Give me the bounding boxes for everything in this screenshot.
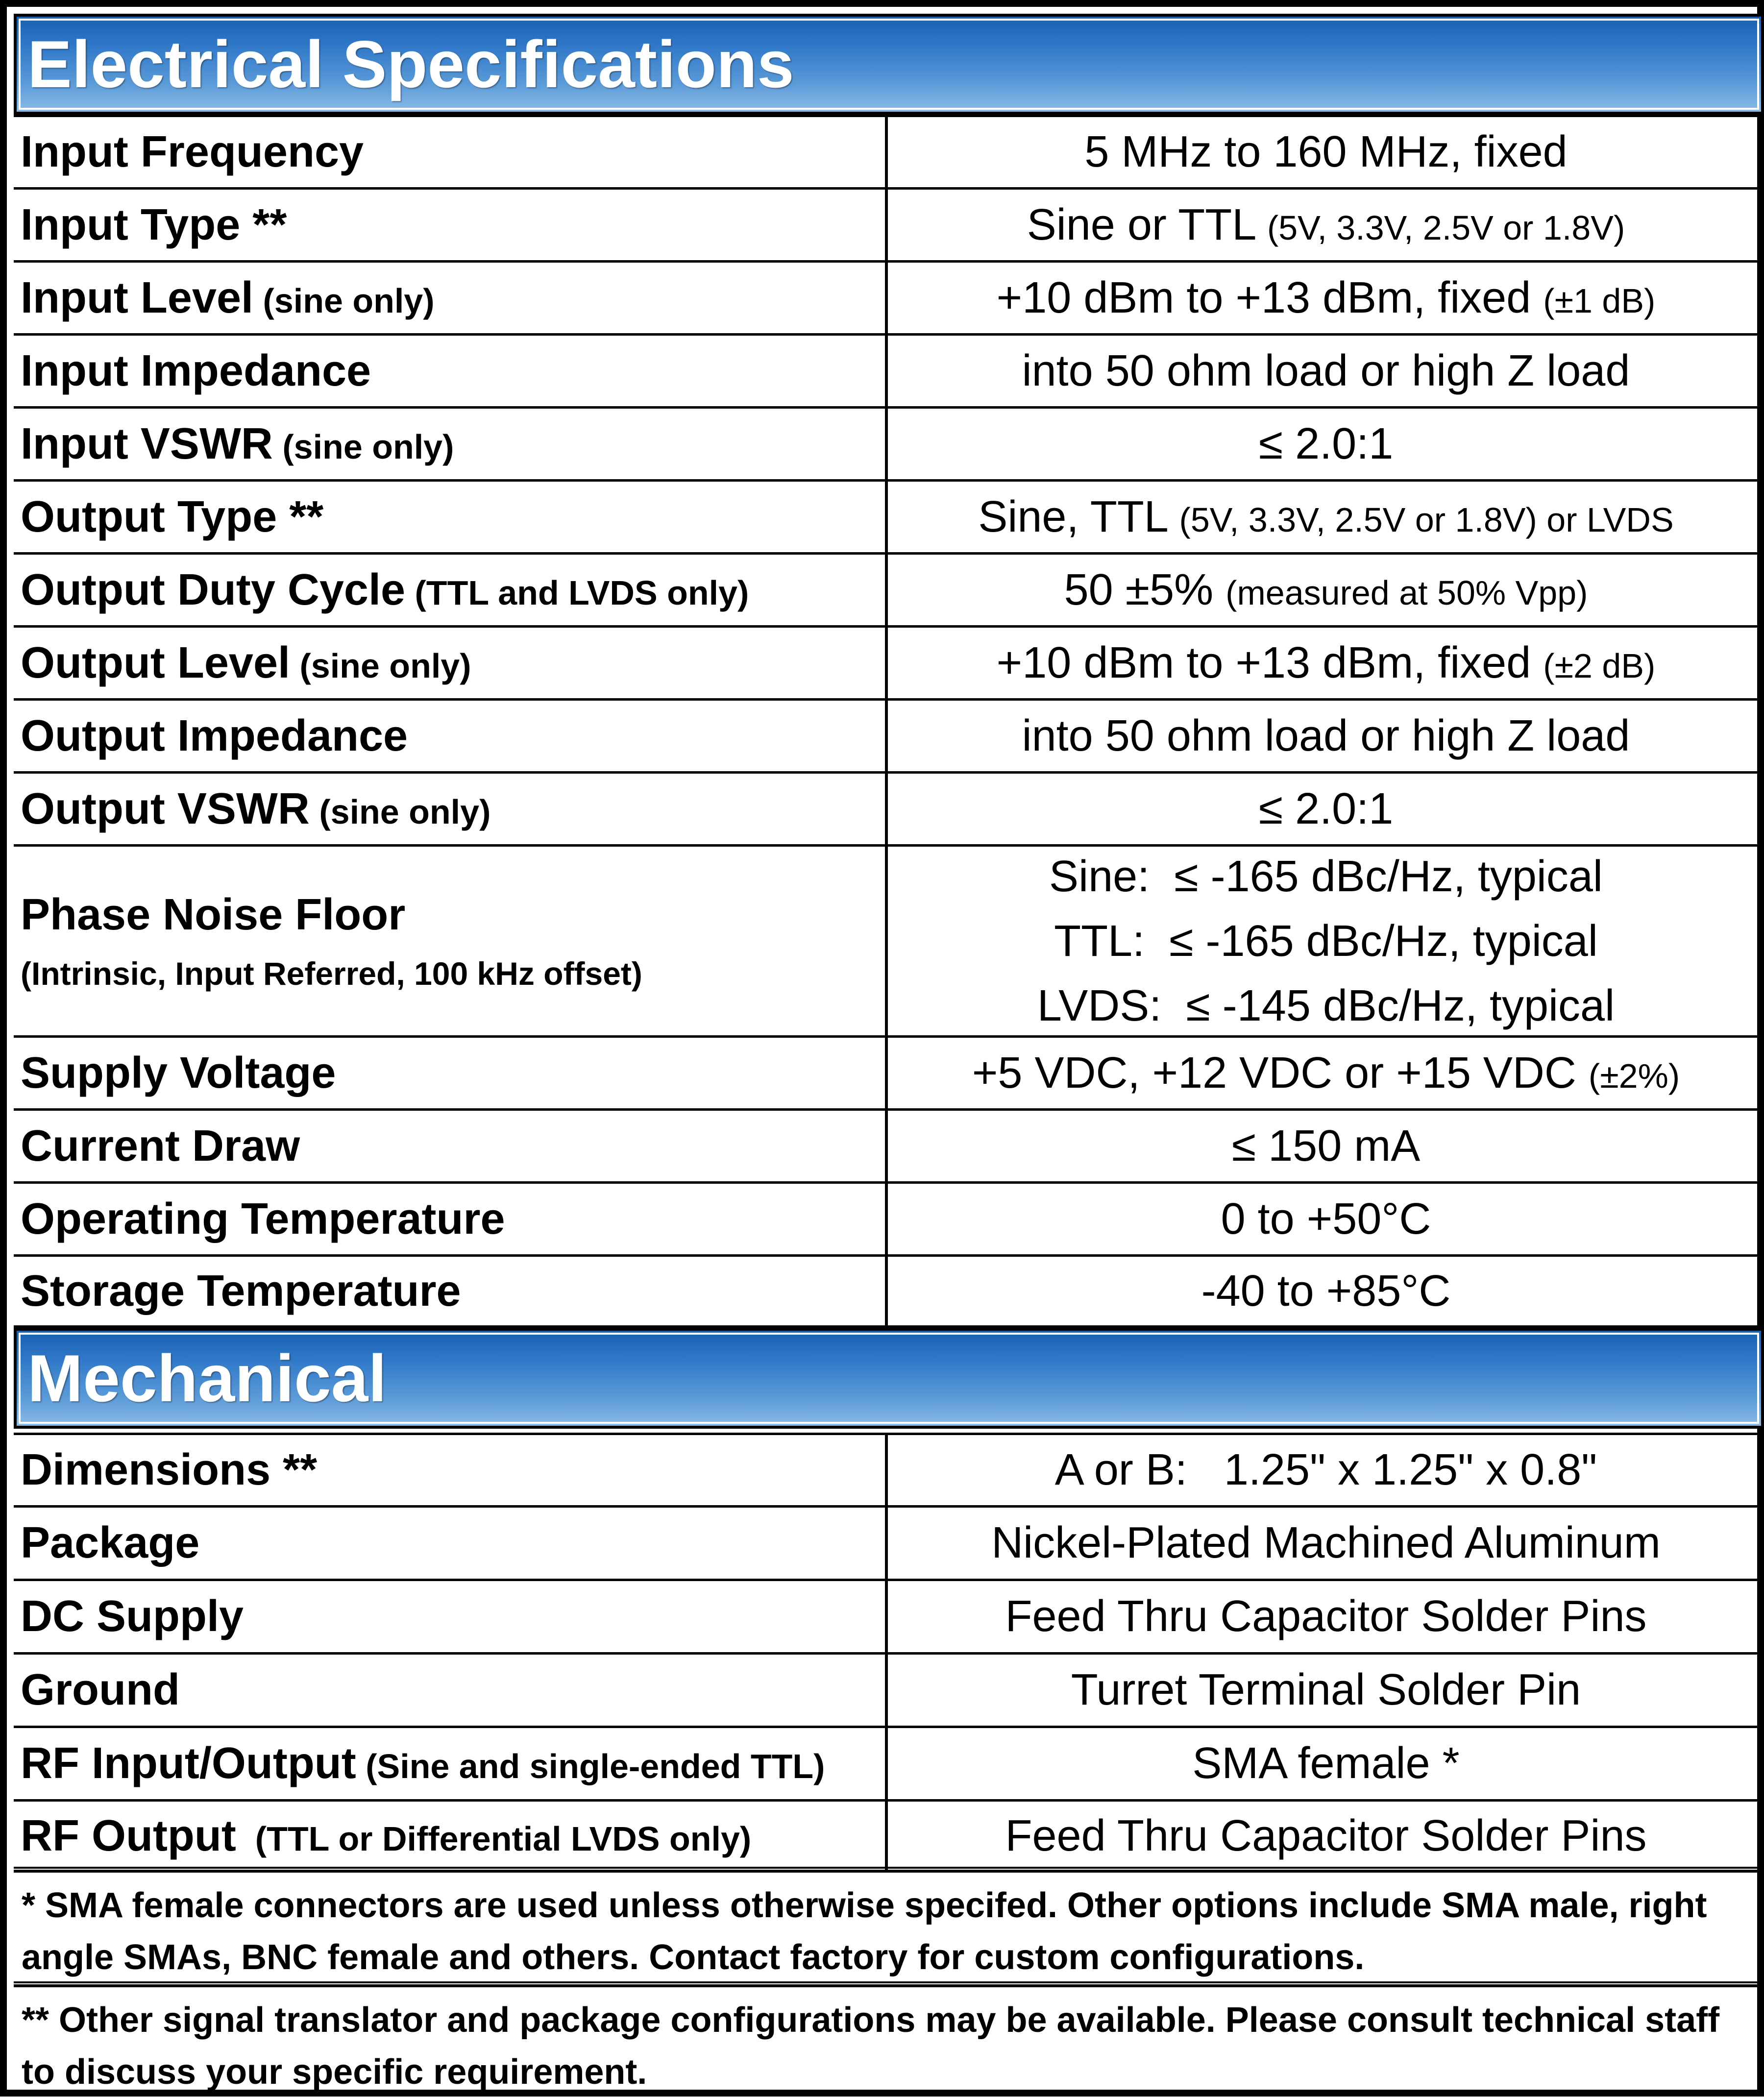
row-label-note: (Sine and single-ended TTL) [356,1747,825,1785]
row-value-note: (±1 dB) [1543,281,1656,320]
table-row [14,771,1764,844]
row-label-suffix: ** [277,492,324,541]
row-value: ≤ 2.0:1 [1258,784,1394,833]
row-label: Ground [21,1665,180,1714]
row-label-suffix: ** [240,200,287,249]
electrical-title: Electrical Specifications [27,27,794,101]
row-value: +10 dBm to +13 dBm, fixed [996,273,1544,322]
table-row [14,1108,1764,1181]
table-row [14,1035,1764,1108]
table-row [14,187,1764,260]
mechanical-title: Mechanical [27,1341,387,1415]
table-row [14,1433,1764,1505]
row-label: Storage Temperature [21,1266,461,1316]
table-row [14,1652,1764,1726]
row-value-note: (measured at 50% Vpp) [1225,573,1588,612]
row-value: into 50 ohm load or high Z load [1022,346,1630,395]
mechanical-header [14,1328,1764,1429]
row-label: Output Type [21,492,277,541]
row-value: 50 ±5% [1064,565,1226,614]
row-label-note: (sine only) [272,427,454,466]
row-value: 0 to +50°C [1221,1194,1431,1244]
footnote-config-text: ** Other signal translator and package configurations may be available. Please consult technical staff to discuss your specific requirement. [22,2000,1720,2092]
row-label-suffix: ** [270,1445,318,1494]
row-label: Supply Voltage [21,1048,336,1098]
footnote-sma-text: * SMA female connectors are used unless otherwise specifed. Other options include SMA male, right angle SMAs, BNC female and others. Contact factory for custom configurations. [22,1886,1707,1977]
table-row [14,552,1764,625]
table-row [14,115,1764,187]
row-label-note: (sine only) [290,646,471,685]
row-label: Input Level [21,273,254,322]
row-value: +10 dBm to +13 dBm, fixed [996,638,1544,687]
row-label-note: (sine only) [253,281,435,320]
row-value: Turret Terminal Solder Pin [1071,1665,1581,1714]
phase-noise-lvds: LVDS: ≤ -145 dBc/Hz, typical [1037,981,1615,1030]
row-label-note: (TTL or Differential LVDS only) [236,1819,752,1858]
row-label: Output Impedance [21,711,408,760]
row-value: Nickel-Plated Machined Aluminum [991,1518,1661,1567]
row-value: 5 MHz to 160 MHz, fixed [1084,127,1568,176]
table-row [14,625,1764,698]
row-label: DC Supply [21,1592,244,1641]
row-label: Output Level [21,638,291,687]
table-row [14,260,1764,333]
row-value: SMA female * [1192,1739,1460,1788]
table-row [14,1254,1764,1328]
row-label: Operating Temperature [21,1194,505,1244]
table-row [14,1181,1764,1254]
table-row [14,1579,1764,1652]
row-value: Feed Thru Capacitor Solder Pins [1005,1592,1647,1641]
divider [14,1867,1764,1869]
table-row [14,333,1764,406]
row-label: Dimensions [21,1445,271,1494]
row-label: Phase Noise Floor [21,890,406,939]
row-value: A or B: 1.25" x 1.25" x 0.8" [1054,1445,1597,1494]
row-value: +5 VDC, +12 VDC or +15 VDC [972,1048,1589,1098]
row-value: Sine or TTL [1027,200,1267,249]
row-value: into 50 ohm load or high Z load [1022,711,1630,760]
row-label: Current Draw [21,1121,300,1171]
row-sublabel: (Intrinsic, Input Referred, 100 kHz offset) [21,955,642,992]
row-value-note: (5V, 3.3V, 2.5V or 1.8V) or LVDS [1179,500,1674,539]
table-row [14,1799,1764,1873]
row-value-note: (±2 dB) [1543,646,1656,685]
row-label: Input Type [21,200,241,249]
row-value: -40 to +85°C [1201,1266,1451,1316]
divider [14,1981,1764,1983]
row-value: ≤ 150 mA [1231,1121,1421,1171]
table-row [14,406,1764,479]
row-label: Package [21,1518,200,1567]
table-row [14,698,1764,771]
row-label: Input Frequency [21,127,364,176]
phase-noise-sine: Sine: ≤ -165 dBc/Hz, typical [1049,852,1603,901]
row-label: Output Duty Cycle [21,565,406,614]
row-label: RF Input/Output [21,1739,356,1788]
table-row-phase-noise [14,844,1764,1035]
row-label-note: (TTL and LVDS only) [405,573,749,612]
row-value: Sine, TTL [978,492,1179,541]
table-row [14,1726,1764,1799]
row-label: Input Impedance [21,346,371,395]
row-label: Input VSWR [21,419,273,468]
table-row [14,1505,1764,1579]
footnote-config [14,1984,1764,2093]
row-value: Feed Thru Capacitor Solder Pins [1005,1811,1647,1860]
row-value: ≤ 2.0:1 [1258,419,1394,468]
row-label-note: (sine only) [309,792,491,831]
row-label: Output VSWR [21,784,310,833]
phase-noise-ttl: TTL: ≤ -165 dBc/Hz, typical [1054,916,1598,966]
electrical-header [14,14,1764,115]
row-label: RF Output [21,1811,236,1860]
table-row [14,479,1764,552]
row-value-note: (5V, 3.3V, 2.5V or 1.8V) [1267,208,1625,247]
footnote-sma [14,1870,1764,1980]
row-value-note: (±2%) [1588,1056,1680,1095]
